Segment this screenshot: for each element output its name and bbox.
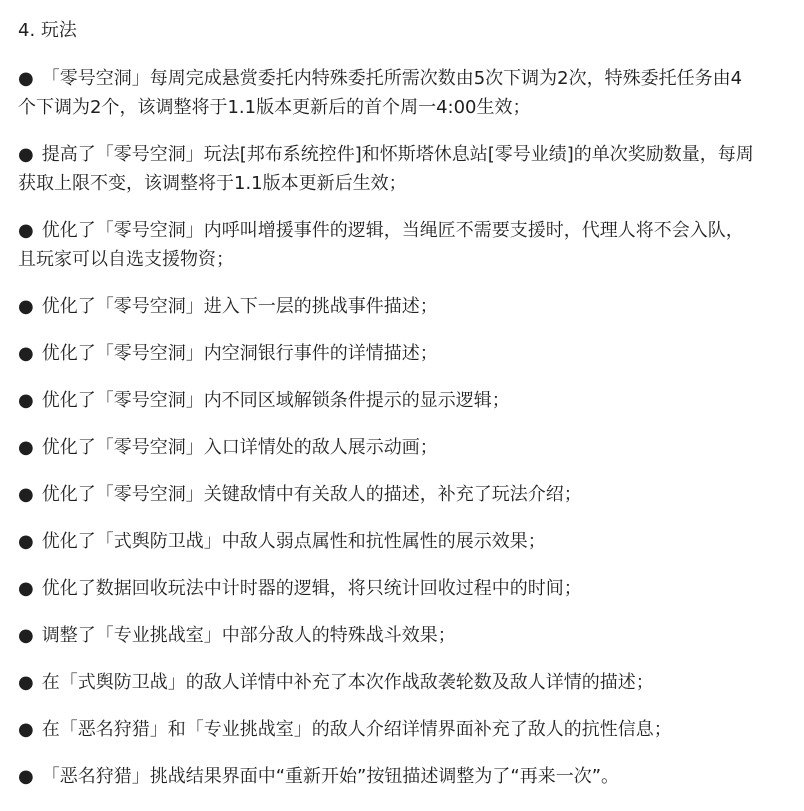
change-text: 优化了「零号空洞」内不同区域解锁条件提示的显示逻辑；: [41, 390, 510, 411]
bullet-icon: ●: [18, 390, 34, 411]
change-item: [18, 140, 760, 198]
change-item: [18, 527, 760, 556]
bullet-icon: ●: [18, 766, 34, 787]
change-text: 优化了「零号空洞」内空洞银行事件的详情描述；: [41, 343, 438, 364]
bullet-icon: ●: [18, 296, 34, 317]
bullet-icon: ●: [18, 578, 34, 599]
change-text: 在「式舆防卫战」的敌人详情中补充了本次作战敌袭轮数及敌人详情的描述；: [41, 672, 654, 693]
change-list: [18, 64, 760, 791]
change-item: [18, 433, 760, 462]
change-text: 调整了「专业挑战室」中部分敌人的特殊战斗效果；: [41, 625, 456, 646]
change-item: [18, 386, 760, 415]
change-item: [18, 574, 760, 603]
change-item: [18, 64, 760, 122]
change-text: 优化了「零号空洞」关键敌情中有关敌人的描述，补充了玩法介绍；: [41, 484, 582, 505]
bullet-icon: ●: [18, 220, 34, 241]
bullet-icon: ●: [18, 144, 34, 165]
change-text: 优化了「零号空洞」内呼叫增援事件的逻辑，当绳匠不需要支援时，代理人将不会入队，且玩家可以自选支援物资；: [18, 220, 744, 270]
bullet-icon: ●: [18, 672, 34, 693]
bullet-icon: ●: [18, 484, 34, 505]
change-text: 优化了「零号空洞」进入下一层的挑战事件描述；: [41, 296, 438, 317]
change-item: [18, 715, 760, 744]
change-text: 「恶名狩猎」挑战结果界面中“重新开始”按钮描述调整为了“再来一次”。: [41, 766, 620, 787]
bullet-icon: ●: [18, 68, 34, 89]
change-item: [18, 621, 760, 650]
change-item: [18, 480, 760, 509]
change-text: 优化了「零号空洞」入口详情处的敌人展示动画；: [41, 437, 438, 458]
change-text: 「零号空洞」每周完成悬赏委托内特殊委托所需次数由5次下调为2次，特殊委托任务由4个下调为2个，该调整将于1.1版本更新后的首个周一4:00生效；: [18, 68, 743, 118]
bullet-icon: ●: [18, 343, 34, 364]
change-text: 在「恶名狩猎」和「专业挑战室」的敌人介绍详情界面补充了敌人的抗性信息；: [41, 719, 672, 740]
section-title: 4. 玩法: [18, 20, 77, 41]
bullet-icon: ●: [18, 531, 34, 552]
bullet-icon: ●: [18, 437, 34, 458]
change-item: [18, 339, 760, 368]
change-item: [18, 762, 760, 791]
change-text: 提高了「零号空洞」玩法[邦布系统控件]和怀斯塔休息站[零号业绩]的单次奖励数量，每周获取上限不变，该调整将于1.1版本更新后生效；: [18, 144, 754, 194]
change-text: 优化了数据回收玩法中计时器的逻辑，将只统计回收过程中的时间；: [41, 578, 582, 599]
bullet-icon: ●: [18, 719, 34, 740]
change-item: [18, 292, 760, 321]
change-item: [18, 216, 760, 274]
change-text: 优化了「式舆防卫战」中敌人弱点属性和抗性属性的展示效果；: [41, 531, 546, 552]
change-item: [18, 668, 760, 697]
bullet-icon: ●: [18, 625, 34, 646]
